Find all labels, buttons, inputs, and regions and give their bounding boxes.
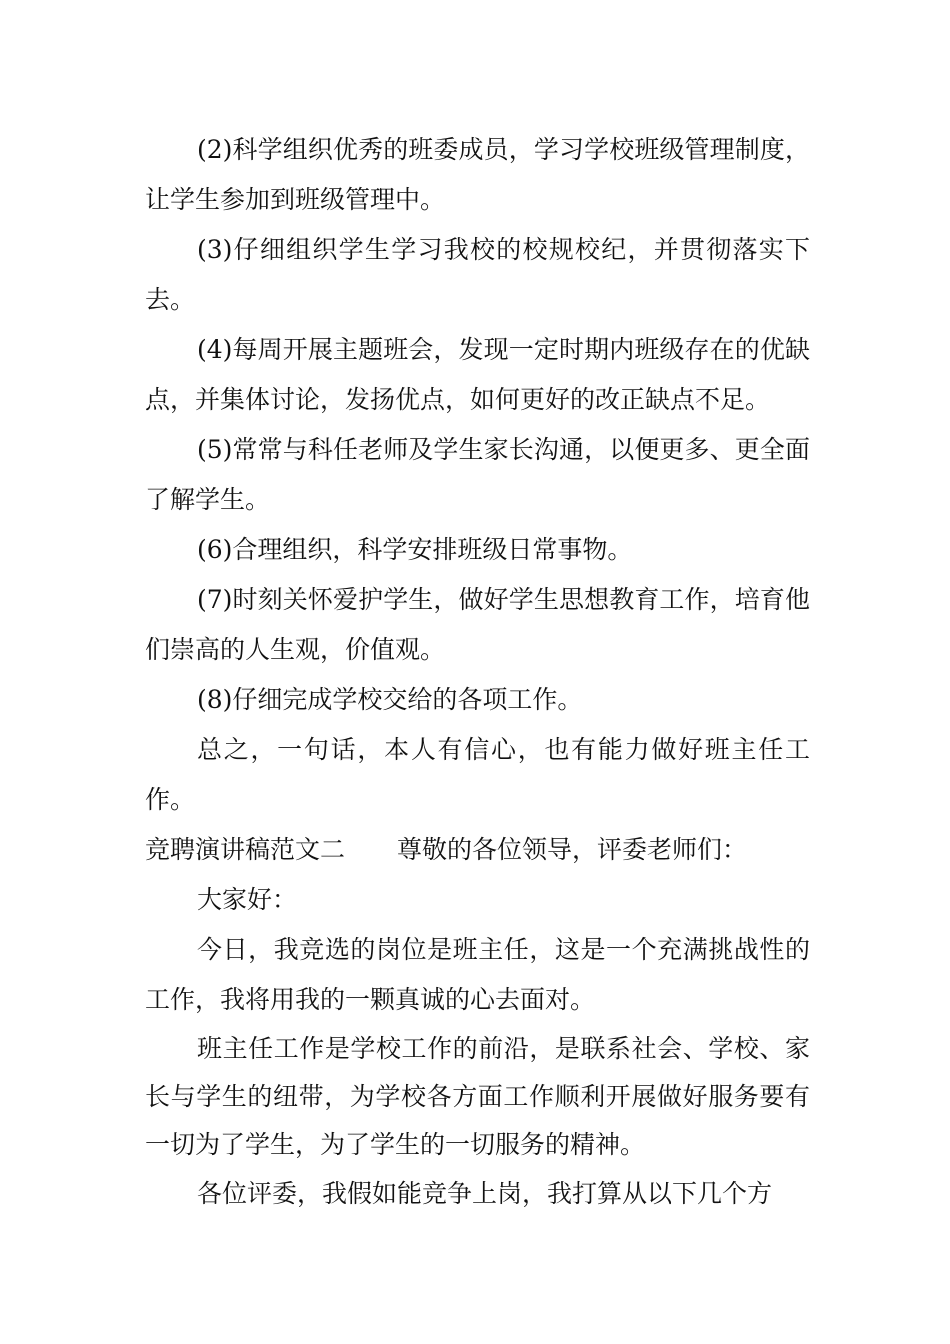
body-text <box>145 125 810 1219</box>
paragraph-item-7: (7)时刻关怀爱护学生，做好学生思想教育工作，培育他们崇高的人生观，价值观。 <box>145 585 810 664</box>
paragraph-item-4: (4)每周开展主题班会，发现一定时期内班级存在的优缺点，并集体讨论，发扬优点，如何更好的改正缺点不足。 <box>145 335 810 414</box>
greeting: 大家好： <box>197 885 298 914</box>
paragraph-role: 班主任工作是学校工作的前沿，是联系社会、学校、家长与学生的纽带，为学校各方面工作顺利开展做好服务要有一切为了学生，为了学生的一切服务的精神。 <box>145 1034 810 1159</box>
section-salutation: 尊敬的各位领导，评委老师们： <box>397 835 748 864</box>
paragraph-conclusion: 总之，一句话，本人有信心，也有能力做好班主任工作。 <box>145 735 810 814</box>
paragraph-item-6: (6)合理组织，科学安排班级日常事物。 <box>197 535 633 564</box>
paragraph-item-8: (8)仔细完成学校交给的各项工作。 <box>197 685 583 714</box>
section-title: 竞聘演讲稿范文二 <box>145 835 346 864</box>
paragraph-plan: 各位评委，我假如能竞争上岗，我打算从以下几个方 <box>197 1179 773 1208</box>
paragraph-item-3: (3)仔细组织学生学习我校的校规校纪，并贯彻落实下去。 <box>145 235 810 314</box>
paragraph-item-2: (2)科学组织优秀的班委成员，学习学校班级管理制度，让学生参加到班级管理中。 <box>145 135 810 214</box>
section-heading <box>145 825 810 875</box>
paragraph-intro: 今日，我竞选的岗位是班主任，这是一个充满挑战性的工作，我将用我的一颗真诚的心去面对。 <box>145 935 810 1014</box>
paragraph-item-5: (5)常常与科任老师及学生家长沟通，以便更多、更全面了解学生。 <box>145 435 810 514</box>
